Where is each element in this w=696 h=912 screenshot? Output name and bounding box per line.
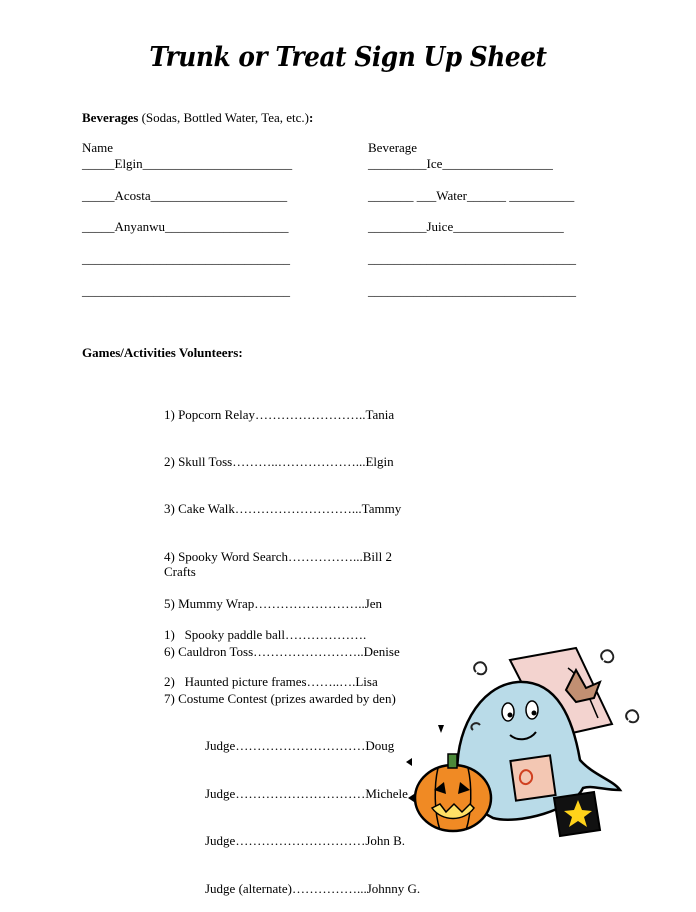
games-heading	[82, 345, 243, 361]
judge-item-2: Judge…………………………Michele	[205, 785, 408, 801]
game-item-7: 7) Costume Contest (prizes awarded by den)	[164, 690, 396, 706]
beverage-signup-name-2: _____Acosta_____________________	[82, 188, 288, 203]
crafts-list	[164, 595, 378, 706]
beverage-signup-item-2: _______ ___Water______ __________	[368, 188, 575, 203]
craft-item-1: 1) Spooky paddle ball……………….	[164, 626, 367, 642]
star-card-icon	[554, 792, 600, 836]
game-item-1: 1) Popcorn Relay……………………..Tania	[164, 406, 395, 422]
beverage-signup-name-1: _____Elgin_______________________	[82, 156, 293, 171]
game-item-3: 3) Cake Walk………………………...Tammy	[164, 501, 402, 517]
page-title: Trunk or Treat Sign Up Sheet	[149, 42, 547, 73]
judge-item-1: Judge…………………………Doug	[205, 738, 395, 754]
beverage-signup-item-4: ________________________________	[368, 251, 576, 266]
judge-item-3: Judge…………………………John B.	[205, 833, 406, 849]
beverage-signup-item-1: _________Ice_________________	[368, 156, 553, 171]
game-item-6: 6) Cauldron Toss……………………..Denise	[164, 643, 400, 659]
beverages-heading	[82, 110, 313, 126]
game-item-2: 2) Skull Toss………..………………...Elgin	[164, 453, 394, 469]
ghost-pumpkin-illustration	[398, 640, 648, 840]
game-item-5: 5) Mummy Wrap……………………..Jen	[164, 596, 383, 612]
game-item-4: 4) Spooky Word Search……………...Bill 2	[164, 548, 393, 564]
crafts-heading: Crafts	[164, 564, 196, 579]
beverage-column-header: Beverage	[368, 140, 418, 155]
judge-item-4: Judge (alternate)……………...Johnny G.	[205, 880, 421, 896]
craft-item-2: 2) Haunted picture frames……..….Lisa	[164, 673, 378, 689]
beverages-heading-note: (Sodas, Bottled Water, Tea, etc.)	[138, 110, 310, 125]
beverage-signup-name-4: ________________________________	[82, 251, 290, 266]
name-column-header: Name	[82, 140, 114, 155]
treat-bag-icon	[510, 755, 555, 800]
beverage-signup-name-5: ________________________________	[82, 283, 290, 298]
beverage-signup-name-3: _____Anyanwu___________________	[82, 219, 289, 234]
beverage-signup-item-5: ________________________________	[368, 283, 576, 298]
beverages-heading-colon: :	[309, 110, 314, 125]
beverages-heading-bold: Beverages	[82, 110, 139, 125]
beverage-signup-item-3: _________Juice_________________	[368, 219, 564, 234]
games-heading-text: Games/Activities Volunteers:	[82, 345, 243, 360]
